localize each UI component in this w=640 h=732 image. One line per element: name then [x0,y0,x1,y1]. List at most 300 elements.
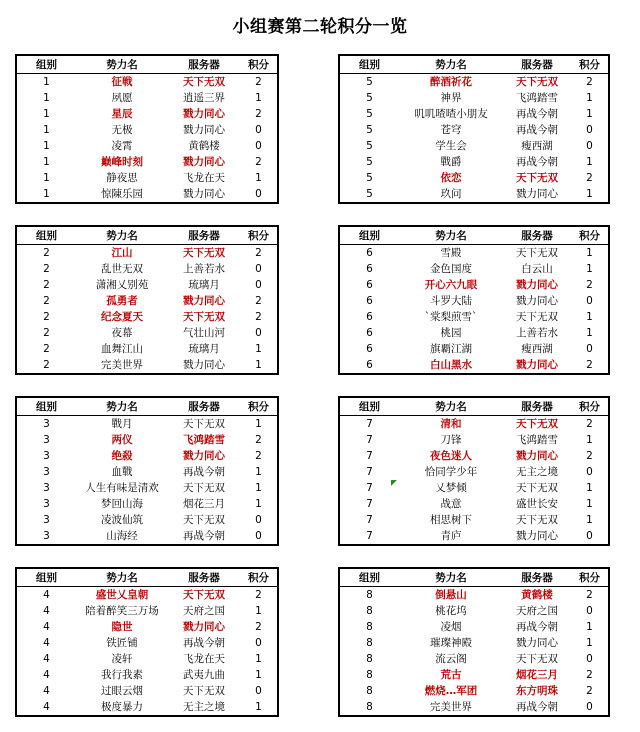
table-row [16,245,278,262]
group-cell: 2 [43,359,50,371]
server-cell: 飞龙在天 [183,172,225,184]
group-cell: 5 [366,124,373,136]
server-cell: 武夷九曲 [183,669,225,681]
server-cell: 琉璃月 [188,343,220,355]
points-cell: 2 [586,685,593,697]
points-cell: 0 [255,637,262,649]
points-cell: 1 [255,653,262,665]
server-cell: 无主之境 [516,466,558,478]
server-cell: 飞鸿踏雪 [516,92,558,104]
group-cell: 5 [366,108,373,120]
group-cell: 7 [366,530,373,542]
faction-cell: 燃烧…军团 [424,685,478,697]
group-cell: 3 [43,514,50,526]
table-row [16,138,278,154]
server-cell: 黄鹤楼 [188,140,220,152]
table-row [16,261,278,277]
faction-cell: 陪着醉笑三万场 [85,605,159,617]
server-cell: 上善若水 [516,327,558,339]
table-row [16,448,278,464]
group-cell: 1 [43,156,50,168]
table-row [339,245,609,262]
table-row [16,512,278,528]
server-cell: 再战今朝 [183,466,225,478]
table-row [339,277,609,293]
faction-cell: 静夜思 [106,172,138,184]
server-cell: 天府之国 [183,605,225,617]
points-cell: 0 [255,263,262,275]
faction-cell: 夜幕 [111,327,133,339]
faction-cell: 纪念夏天 [101,311,143,323]
table-row [339,154,609,170]
column-header: 组别 [339,55,399,74]
column-header: 组别 [339,568,399,587]
faction-cell: 学生会 [435,140,467,152]
group-cell: 8 [366,685,373,697]
faction-cell: 雪殿 [440,247,462,259]
points-cell: 1 [255,343,262,355]
server-cell: 盛世长安 [516,498,558,510]
group-cell: 3 [43,482,50,494]
server-cell: 天下无双 [183,247,225,259]
points-cell: 0 [586,140,593,152]
points-cell: 1 [586,482,593,494]
table-row [339,635,609,651]
server-cell: 天下无双 [516,76,558,88]
group-table [15,567,279,717]
faction-cell: 完美世界 [101,359,143,371]
group-cell: 7 [366,498,373,510]
server-cell: 再战今朝 [183,530,225,542]
group-cell: 2 [43,295,50,307]
table-row [16,293,278,309]
points-cell: 0 [586,653,593,665]
points-cell: 0 [255,188,262,200]
faction-cell: 铁匠铺 [106,637,138,649]
points-cell: 1 [586,108,593,120]
table-row [16,186,278,203]
column-header: 组别 [16,226,76,245]
group-cell: 7 [366,450,373,462]
faction-cell: 桃园 [440,327,462,339]
table-row [339,603,609,619]
header-row [339,55,609,74]
faction-cell: 夙愿 [111,92,133,104]
table-row [16,90,278,106]
column-header: 积分 [571,397,609,416]
points-cell: 2 [255,621,262,633]
server-cell: 天下无双 [516,311,558,323]
table-row [16,122,278,138]
header-row [16,397,278,416]
column-header: 积分 [240,55,278,74]
points-cell: 1 [255,498,262,510]
table-row [16,528,278,545]
group-cell: 2 [43,311,50,323]
group-cell: 4 [43,701,50,713]
faction-cell: 血戰 [111,466,133,478]
column-header: 势力名 [76,568,168,587]
server-cell: 戮力同心 [516,295,558,307]
group-table [15,225,279,375]
table-row [339,90,609,106]
table-row [16,699,278,716]
server-cell: 天下无双 [516,172,558,184]
column-header: 组别 [339,226,399,245]
server-cell: 白云山 [521,263,553,275]
faction-cell: 过眼云烟 [101,685,143,697]
group-cell: 4 [43,621,50,633]
faction-cell: 青庐 [440,530,462,542]
group-cell: 1 [43,188,50,200]
server-cell: 无主之境 [183,701,225,713]
faction-cell: 夜色迷人 [430,450,472,462]
faction-cell: 梦回山海 [101,498,143,510]
table-row [16,74,278,91]
group-cell: 1 [43,140,50,152]
table-row [339,683,609,699]
points-cell: 1 [586,621,593,633]
group-cell: 1 [43,76,50,88]
server-cell: 天下无双 [183,685,225,697]
group-cell: 3 [43,434,50,446]
table-row [339,293,609,309]
column-header: 势力名 [76,397,168,416]
header-row [339,397,609,416]
faction-cell: 刀锋 [440,434,462,446]
faction-cell: 我行我素 [101,669,143,681]
column-header: 积分 [571,226,609,245]
table-row [339,186,609,203]
points-cell: 0 [586,530,593,542]
points-cell: 1 [586,92,593,104]
table-row [339,170,609,186]
group-cell: 4 [43,653,50,665]
column-header: 服务器 [168,397,240,416]
faction-cell: 血舞江山 [101,343,143,355]
faction-cell: 凌烟 [440,621,462,633]
header-row [16,568,278,587]
table-row [339,464,609,480]
group-cell: 6 [366,295,373,307]
table-row [339,432,609,448]
faction-cell: 孤勇者 [106,295,138,307]
points-cell: 1 [586,498,593,510]
faction-cell: 桃花坞 [435,605,467,617]
table-row [339,699,609,716]
faction-cell: 隐世 [111,621,133,633]
points-cell: 1 [586,514,593,526]
points-cell: 1 [255,359,262,371]
points-cell: 2 [586,418,593,430]
points-cell: 2 [586,359,593,371]
faction-cell: 凌轩 [111,653,133,665]
table-row [16,309,278,325]
points-cell: 2 [586,589,593,601]
table-row [339,325,609,341]
faction-cell: 倒悬山 [435,589,467,601]
server-cell: 烟花三月 [183,498,225,510]
cell-marker [391,480,397,486]
server-cell: 戮力同心 [183,621,225,633]
faction-cell: 极度暴力 [101,701,143,713]
server-cell: 飞鸿踏雪 [183,434,225,446]
group-cell: 5 [366,188,373,200]
server-cell: 戮力同心 [183,295,225,307]
group-cell: 3 [43,450,50,462]
group-cell: 8 [366,605,373,617]
group-cell: 3 [43,498,50,510]
group-cell: 4 [43,605,50,617]
group-table [15,396,279,546]
points-cell: 0 [255,514,262,526]
faction-cell: 荒古 [440,669,462,681]
table-row [339,651,609,667]
faction-cell: 凌霄 [111,140,133,152]
column-header: 组别 [339,397,399,416]
points-cell: 1 [255,466,262,478]
group-cell: 1 [43,124,50,136]
column-header: 积分 [240,568,278,587]
server-cell: 瘦西湖 [521,343,553,355]
group-cell: 7 [366,482,373,494]
server-cell: 天下无双 [516,514,558,526]
group-cell: 8 [366,621,373,633]
group-cell: 1 [43,92,50,104]
group-cell: 1 [43,108,50,120]
points-cell: 2 [586,669,593,681]
column-header: 积分 [240,397,278,416]
table-row [339,309,609,325]
server-cell: 戮力同心 [516,530,558,542]
table-row [16,480,278,496]
group-cell: 7 [366,418,373,430]
points-cell: 0 [255,530,262,542]
server-cell: 东方明珠 [516,685,558,697]
faction-cell: 江山 [111,247,133,259]
points-cell: 2 [255,156,262,168]
table-row [339,528,609,545]
faction-cell: 惊陳乐园 [101,188,143,200]
table-row [16,277,278,293]
table-row [339,261,609,277]
server-cell: 天下无双 [516,247,558,259]
server-cell: 天下无双 [516,418,558,430]
group-cell: 4 [43,685,50,697]
faction-cell: 两仪 [111,434,133,446]
group-cell: 4 [43,669,50,681]
group-cell: 6 [366,311,373,323]
faction-cell: 凌波仙筑 [101,514,143,526]
column-header: 服务器 [168,226,240,245]
group-cell: 6 [366,343,373,355]
header-row [339,568,609,587]
table-row [16,432,278,448]
table-row [16,416,278,433]
server-cell: 戮力同心 [516,359,558,371]
faction-cell: 乱世无双 [101,263,143,275]
server-cell: 再战今朝 [183,637,225,649]
server-cell: 戮力同心 [183,156,225,168]
column-header: 势力名 [399,55,503,74]
table-row [16,651,278,667]
points-cell: 2 [255,589,262,601]
points-cell: 2 [255,247,262,259]
faction-cell: 征戦 [111,76,133,88]
group-cell: 8 [366,637,373,649]
faction-cell: 山海经 [106,530,138,542]
server-cell: 天下无双 [183,418,225,430]
column-header: 服务器 [503,55,571,74]
table-row [16,170,278,186]
table-row [339,138,609,154]
group-cell: 5 [366,172,373,184]
points-cell: 1 [255,701,262,713]
group-cell: 2 [43,263,50,275]
faction-cell: 战意 [440,498,462,510]
faction-cell: 戰月 [111,418,133,430]
group-cell: 7 [366,466,373,478]
group-cell: 1 [43,172,50,184]
table-row [339,480,609,496]
faction-cell: 无极 [111,124,133,136]
points-cell: 1 [255,482,262,494]
server-cell: 戮力同心 [183,359,225,371]
server-cell: 戮力同心 [183,450,225,462]
group-cell: 3 [43,530,50,542]
server-cell: 飞龙在天 [183,653,225,665]
faction-cell: 绝殺 [111,450,133,462]
column-header: 组别 [16,397,76,416]
group-cell: 3 [43,418,50,430]
points-cell: 2 [255,295,262,307]
table-row [339,496,609,512]
table-row [16,667,278,683]
group-cell: 6 [366,247,373,259]
server-cell: 再战今朝 [516,124,558,136]
group-cell: 4 [43,589,50,601]
points-cell: 0 [255,327,262,339]
server-cell: 戮力同心 [183,108,225,120]
group-cell: 2 [43,279,50,291]
faction-cell: `棠梨煎雪` [424,311,478,323]
table-row [339,619,609,635]
group-cell: 5 [366,92,373,104]
group-cell: 2 [43,247,50,259]
server-cell: 天下无双 [183,311,225,323]
faction-cell: 乂梦倾 [435,482,467,494]
server-cell: 烟花三月 [516,669,558,681]
points-cell: 1 [255,92,262,104]
faction-cell: 清和 [440,418,462,430]
server-cell: 逍遥三界 [183,92,225,104]
page-title: 小组赛第二轮积分一览 [232,17,408,37]
server-cell: 瘦西湖 [521,140,553,152]
column-header: 势力名 [399,226,503,245]
column-header: 积分 [571,568,609,587]
points-cell: 1 [586,327,593,339]
table-row [339,74,609,91]
group-cell: 5 [366,140,373,152]
table-row [339,106,609,122]
points-cell: 1 [586,156,593,168]
group-cell: 8 [366,653,373,665]
points-cell: 1 [586,311,593,323]
points-cell: 0 [586,295,593,307]
faction-cell: 旗覇江湖 [430,343,472,355]
server-cell: 天下无双 [516,653,558,665]
points-cell: 2 [586,450,593,462]
column-header: 势力名 [399,397,503,416]
table-row [16,341,278,357]
column-header: 积分 [571,55,609,74]
faction-cell: 金色国度 [430,263,472,275]
faction-cell: 苍穹 [440,124,462,136]
group-cell: 2 [43,327,50,339]
faction-cell: 醉酒祈花 [430,76,472,88]
points-cell: 0 [255,685,262,697]
group-table [338,225,610,375]
column-header: 服务器 [503,568,571,587]
points-cell: 0 [586,124,593,136]
table-row [16,635,278,651]
group-cell: 5 [366,156,373,168]
table-row [16,106,278,122]
faction-cell: 斗罗大陆 [430,295,472,307]
column-header: 服务器 [503,226,571,245]
table-row [16,619,278,635]
group-cell: 8 [366,669,373,681]
faction-cell: 盛世乂皇朝 [95,589,149,601]
table-row [339,122,609,138]
faction-cell: 潇湘乂别苑 [95,279,149,291]
table-row [16,683,278,699]
points-cell: 0 [255,124,262,136]
server-cell: 再战今朝 [516,156,558,168]
group-table [15,54,279,204]
column-header: 势力名 [76,55,168,74]
points-cell: 0 [255,279,262,291]
faction-cell: 神界 [440,92,462,104]
table-row [339,512,609,528]
column-header: 组别 [16,568,76,587]
server-cell: 戮力同心 [516,188,558,200]
points-cell: 2 [255,450,262,462]
faction-cell: 璀璨神殿 [430,637,472,649]
table-row [16,603,278,619]
faction-cell: 星辰 [111,108,133,120]
points-cell: 2 [255,76,262,88]
server-cell: 天府之国 [516,605,558,617]
faction-cell: 恰同学少年 [424,466,478,478]
server-cell: 天下无双 [516,482,558,494]
points-cell: 1 [255,418,262,430]
points-cell: 0 [586,701,593,713]
header-row [16,55,278,74]
table-row [16,464,278,480]
table-row [16,587,278,604]
group-cell: 6 [366,359,373,371]
server-cell: 天下无双 [183,482,225,494]
server-cell: 天下无双 [183,76,225,88]
group-cell: 5 [366,76,373,88]
server-cell: 再战今朝 [516,108,558,120]
server-cell: 飞鸿踏雪 [516,434,558,446]
points-cell: 2 [586,172,593,184]
group-table [338,54,610,204]
faction-cell: 依恋 [440,172,462,184]
group-cell: 2 [43,343,50,355]
